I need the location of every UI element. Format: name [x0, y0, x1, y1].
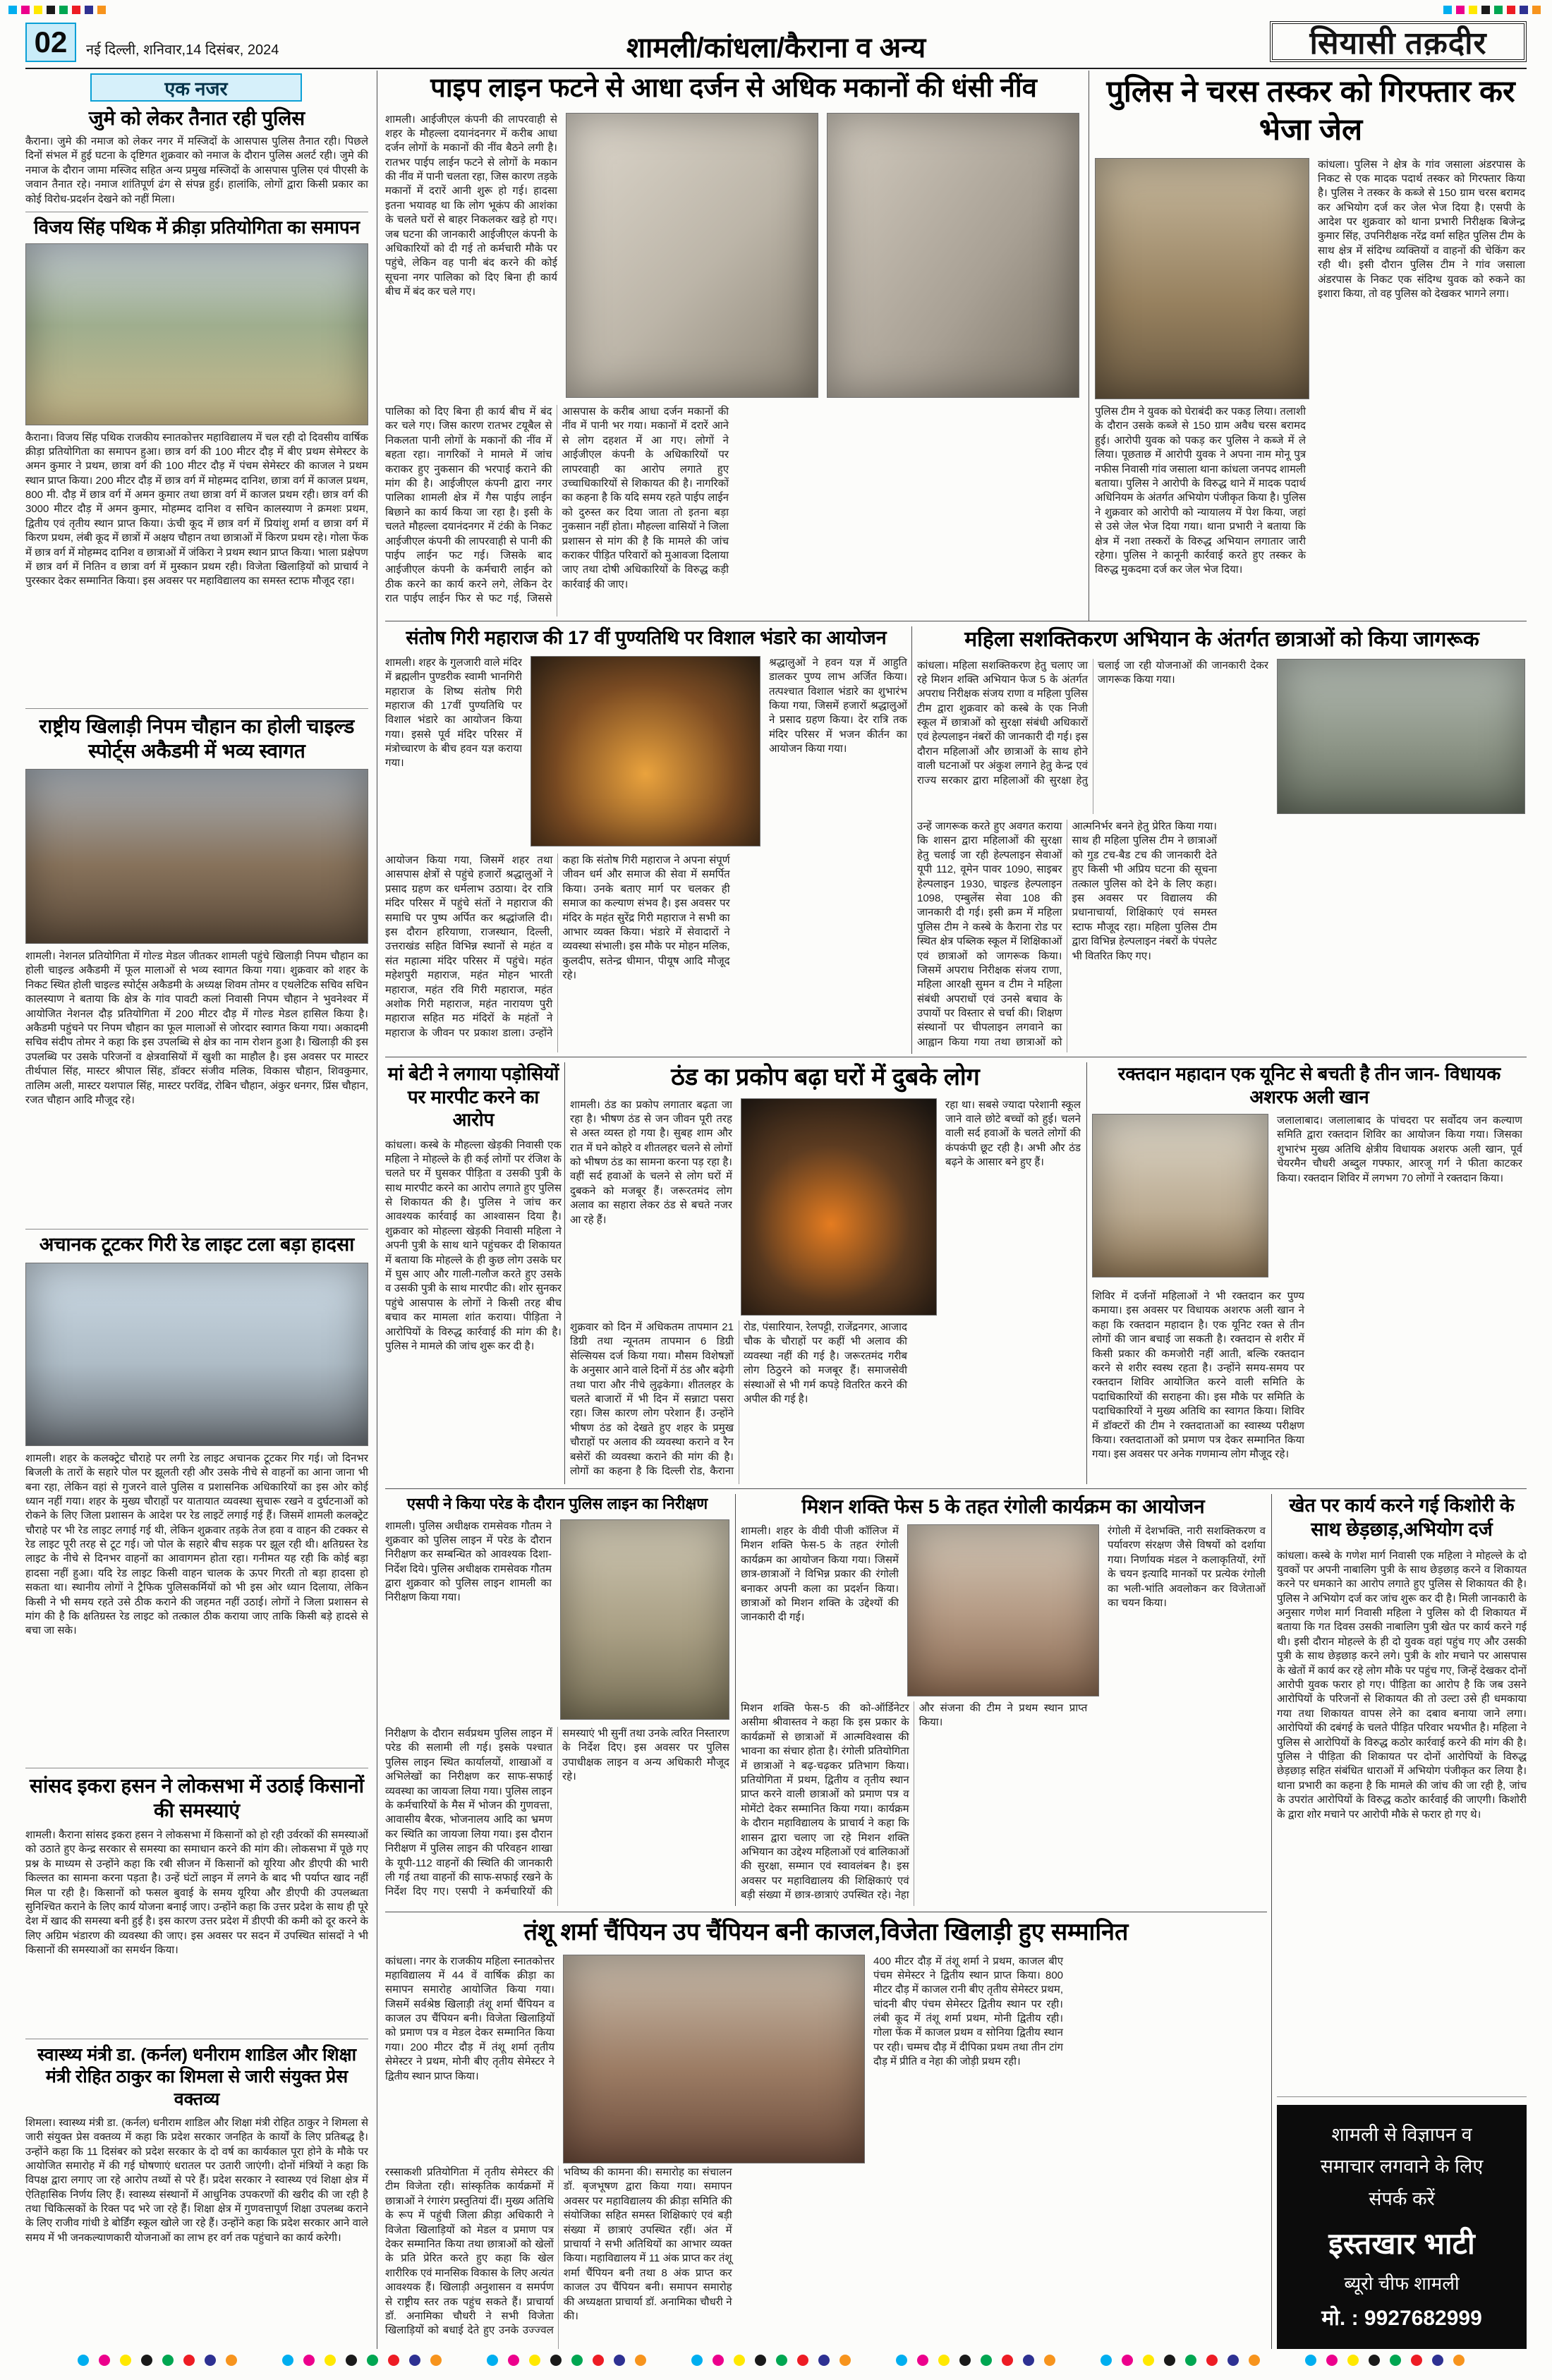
- article-body: कैराना। विजय सिंह पथिक राजकीय स्नातकोत्तर महाविद्यालय में चल रही दो दिवसीय वार्षिक क्रीड़ा प्रतियोगिता का समापन हुआ। छात्र वर्ग की 100 मीटर दौड़ में बीए प्रथम सेमेस्टर के अमन कुमार ने प्रथम, छात्रा वर्ग की 100 मीटर दौड़ में पंचम सेमेस्टर की काजल ने प्रथम स्थान प्राप्त किया। 200 मीटर दौड़ में छात्र वर्ग में मोहम्मद दानिश, छात्रा वर्ग में काजल प्रथम, 800 मी. दौड़ में छात्र वर्ग में अमन कुमार तथा छात्रा वर्ग में काजल प्रथम रही। छात्र वर्ग की 3000 मीटर दौड़ में अमन कुमार, मोहम्मद दानिश व सचिन कालस्याण ने क्रमशः प्रथम, द्वितीय एवं तृतीय स्थान प्राप्त किया। ऊंची कूद में छात्र वर्ग में प्रियांशु शर्मा व छात्रा वर्ग में किरण प्रथम, लंबी कूद में छात्रों में अक्षय चौहान तथा छात्राओं में किरण प्रथम रहे। गोला फेंक में छात्र वर्ग में मोहम्मद दानिश व छात्राओं में जंकिरा ने प्रथम स्थान प्राप्त किया। भाला प्रक्षेपण में छात्र वर्ग में नितिन व छात्रा वर्ग में मुस्कान प्रथम रही। विजेता खिलाड़ियों को प्राचार्य ने पुरस्कार देकर सम्मानित किया। इस अवसर पर महाविद्यालय का समस्त स्टाफ मौजूद रहा।: [25, 431, 368, 588]
- print-marks-bottom-7: [1305, 2355, 1465, 2366]
- headline: जुमे को लेकर तैनात रही पुलिस: [88, 107, 305, 129]
- article-body: शामली। कैराना सांसद इकरा हसन ने लोकसभा में किसानों को हो रही उर्वरकों की समस्याओं को उठाते हुए केन्द्र सरकार से समस्या का समाधान करने की मांग की। लोकसभा में पूछे गए प्रश्न के माध्यम से उन्होंने कहा कि रबी सीजन में किसानों को यूरिया और डीएपी की भारी किल्लत का सामना करना पड़ता है। उन्हें घंटों लाइन में लगने के बाद भी पर्याप्त खाद नहीं मिल पा रही है। किसानों को फसल बुवाई के समय यूरिया और डीएपी की उपलब्धता सुनिश्चित कराने के लिए कार्य योजना बनाई जाए। उन्होंने कहा कि उत्तर प्रदेश के साथ ही पूरे देश में खाद की समस्या बनी हुई है। इस कारण उत्तर प्रदेश में डीएपी की कमी को दूर करने के लिए अग्रिम भंडारण की व्यवस्था की जाए। इस अवसर पर सदन में उपस्थित सांसदों ने भी किसानों की समस्याओं का समर्थन किया।: [25, 1829, 368, 1957]
- article-body: कैराना। जुमे की नमाज को लेकर नगर में मस्जिदों के आसपास पुलिस तैनात रही। पिछले दिनों संभल में हुई घटना के दृष्टिगत शुक्रवार को नमाज के दौरान पुलिस अलर्ट रही। जुमे की नमाज के दौरान जामा मस्जिद सहित अन्य प्रमुख मस्जिदों के आसपास पुलिस एवं पीएसी के जवान तैनात रहे। नमाज शांतिपूर्ण ढंग से संपन्न हुई। हालांकि, लोगों द्वारा किसी प्रकार का कोई विरोध-प्रदर्शन देखने को नहीं मिला।: [25, 135, 368, 205]
- headline: महिला सशक्तिकरण अभियान के अंतर्गत छात्राओं को किया जागरूक: [964, 628, 1479, 651]
- section-title: शामली/कांधला/कैराना व अन्य: [626, 32, 926, 63]
- print-marks-bottom-6: [1101, 2355, 1260, 2366]
- print-marks-bottom-1: [78, 2355, 237, 2366]
- ad-line: शामली से विज्ञापन व: [1331, 2124, 1472, 2146]
- page-number: 02: [25, 23, 76, 62]
- article-body: शिविर में दर्जनों महिलाओं ने भी रक्तदान कर पुण्य कमाया। इस अवसर पर विधायक अशरफ अली खान ने कहा कि रक्तदान महादान है। एक यूनिट रक्त से तीन लोगों की जान बचाई जा सकती है। रक्तदान से शरीर में किसी प्रकार की कमजोरी नहीं आती, बल्कि रक्तदान करने से शरीर स्वस्थ रहता है। उन्होंने समय-समय पर रक्तदान शिविर आयोजित करने वाली समिति के पदाधिकारियों की सराहना की। इस मौके पर समिति के पदाधिकारियों ने मुख्य अतिथि का स्वागत किया। शिविर में डॉक्टरों की टीम ने रक्तदाताओं का स्वास्थ्य परीक्षण किया। रक्तदाताओं को प्रमाण पत्र देकर सम्मानित किया गया। इस अवसर पर अनेक गणमान्य लोग मौजूद रहे।: [1092, 1290, 1304, 1461]
- article-intro-left: कांधला। नगर के राजकीय महिला स्नातकोत्तर महाविद्यालय में 44 वें वार्षिक क्रीड़ा का समापन समारोह आयोजित किया गया। जिसमें सर्वश्रेष्ठ खिलाड़ी तंशू शर्मा चैंपियन व काजल उप चैंपियन बनी। विजेता खिलाड़ियों को प्रमाण पत्र व मेडल देकर सम्मानित किया गया। 200 मीटर दौड़ में तंशू शर्मा तृतीय सेमेस्टर ने प्रथम, मोनी बीए तृतीय सेमेस्टर ने द्वितीय स्थान प्राप्त किया।: [385, 1955, 554, 2082]
- photo-cracked-house-1: [566, 113, 818, 398]
- headline: मिशन शक्ति फेस 5 के तहत रंगोली कार्यक्रम का आयोजन: [801, 1495, 1205, 1517]
- article-body: कांधला। कस्बे के गणेश मार्ग निवासी एक महिला ने मोहल्ले के दो युवकों पर अपनी नाबालिग पुत्री के साथ छेड़छाड़ करने व शिकायत करने पर धमकाने का आरोप लगाते हुए पुलिस से शिकायत की है। पुलिस ने अभियोग दर्ज कर जांच शुरू कर दी है। मिली जानकारी के अनुसार गणेश मार्ग निवासी महिला ने पुलिस को दी शिकायत में बताया कि गत दिवस उसकी नाबालिग पुत्री खेत पर कार्य करने गई थी। इसी दौरान मोहल्ले के ही दो युवक वहां पहुंच गए और उसकी पुत्री के साथ छेड़छाड़ करने लगे। पुत्री के शोर मचाने पर आसपास के खेतों में कार्य कर रहे लोग मौके पर पहुंच गए, जिन्हें देखकर दोनों आरोपी युवक फरार हो गए। पीड़िता का आरोप है कि जब उसने आरोपियों के परिजनों से शिकायत की तो उल्टा उसे ही धमकाया गया तथा शिकायत वापस लेने का दबाव बनाया जाने लगा। आरोपियों की दबंगई के चलते पीड़ित परिवार भयभीत है। महिला ने पुलिस से आरोपियों के विरुद्ध कठोर कार्रवाई करने की मांग की है। पुलिस ने पीड़िता की शिकायत पर दोनों आरोपियों के विरुद्ध छेड़छाड़ सहित संबंधित धाराओं में अभियोग पंजीकृत कर लिया है। थाना प्रभारी का कहना है कि मामले की जांच की जा रही है, जांच के उपरांत आरोपियों के विरुद्ध कठोर कार्रवाई की जाएगी। किशोरी के द्वारा शोर मचाने पर आरोपी मौके से फरार हो गए थे।: [1277, 1549, 1527, 1821]
- article-iqra-loksabha: [25, 1773, 368, 2033]
- photo-red-light-road: [25, 1263, 368, 1446]
- article-red-light: [25, 1233, 368, 1768]
- article-intro-right: रंगोली में देशभक्ति, नारी सशक्तिकरण व पर्यावरण संरक्षण जैसे विषयों को दर्शाया गया। निर्णायक मंडल ने कलाकृतियों, रंगों के चयन इत्यादि मानकों पर प्रत्येक रंगोली का भली-भांति अवलोकन कर विजेताओं का चयन किया।: [1108, 1525, 1266, 1609]
- print-marks-bottom-3: [487, 2355, 646, 2366]
- article-body: पालिका को दिए बिना ही कार्य बीच में बंद कर चले गए। जिस कारण रातभर टयूबैल से निकलता पानी लोगों के मकानों की नींव में बहता रहा। नागरिकों ने मामले में जांच कराकर हुए नुकसान की भरपाई कराने की मांग की है। आईजीएल कंपनी द्वारा नगर पालिका शामली क्षेत्र में गैस पाईप लाईन बिछाने का कार्य किया जा रहा है। इसी के चलते मौहल्ला दयानंदनगर में टंकी के निकट आईजीएल कंपनी की लापरवाही से पानी की पाईप लाईन फट गई। जिसके बाद आईजीएल कंपनी के कर्मचारी लाईन को ठीक करने का कार्य करने लगे, लेकिन देर रात पाईप लाईन फिर से फट गई, जिससे आसपास के करीब आधा दर्जन मकानों की नींव में पानी भर गया। मकानों में दरारें आने से लोग दहशत में आ गए। लोगों ने आईजीएल कंपनी के अधिकारियों पर लापरवाही का आरोप लगाते हुए उच्चाधिकारियों से शिकायत की है। नागरिकों का कहना है कि यदि समय रहते पाईप लाईन को दुरुस्त कर दिया जाता तो इतना बड़ा नुकसान नहीं होता। मौहल्ला वासियों ने जिला प्रशासन से मांग की है कि मामले की जांच कराकर पीड़ित परिवारों को मुआवजा दिलाया जाए तथा दोषी अधिकारियों के विरुद्ध कड़ी कार्रवाई की जाए।: [385, 406, 729, 605]
- headline: स्वास्थ्य मंत्री डा. (कर्नल) धनीराम शाडिल और शिक्षा मंत्री रोहित ठाकुर का शिमला से जारी संयुक्त प्रेस वक्तव्य: [37, 2045, 357, 2109]
- print-marks-top-left: [8, 6, 106, 14]
- article-intro-left: शामली। ठंड का प्रकोप लगातार बढ़ता जा रहा है। भीषण ठंड से जन जीवन पूरी तरह से अस्त व्यस्त हो गया है। सुबह शाम और रात में घने कोहरे व शीतलहर चलने से लोगों को भीषण ठंड का सामना करना पड़ रहा है। वहीं सर्द हवाओं के चलने से लोग घरों में दुबकने को मजबूर हैं। जरूरतमंद लोग अलाव का सहारा लेकर ठंड से बचते नजर आ रहे हैं।: [570, 1098, 732, 1226]
- article-body: कांधला। कस्बे के मौहल्ला खेड़की निवासी एक महिला ने मोहल्ले के ही कई लोगों पर रंजिश के चलते घर में घुसकर पीड़िता व उसकी पुत्री के साथ मारपीट करने का आरोप लगाते हुए पुलिस से शिकायत की है। पुलिस ने जांच कर आवश्यक कार्रवाई का आश्वासन दिया है। शुक्रवार को मोहल्ला खेड़की निवासी महिला ने अपनी पुत्री के साथ थाने पहुंचकर दी शिकायत में बताया कि मोहल्ले के ही कुछ लोग उसके घर में घुस आए और गाली-गलौज करते हुए उसके व उसकी पुत्री के साथ मारपीट की। शोर सुनकर पहुंचे आसपास के लोगों ने किसी तरह बीच बचाव कर मामला शांत कराया। पीड़िता ने आरोपियों के विरुद्ध कार्रवाई की मांग की है। पुलिस ने मामले की जांच शुरू कर दी है।: [385, 1139, 562, 1352]
- article-thand-cold: [570, 1062, 1081, 1477]
- article-intro-left: शामली। शहर के गुलजारी वाले मंदिर में ब्रह्मलीन पुण्डरीक स्वामी भानगिरी महाराज के शिष्य संतोष गिरी महाराज की 17वीं पुण्यतिथि पर विशाल भंडारे का आयोजन किया गया। इससे पूर्व मंदिर परिसर में मंत्रोच्चारण के बीच हवन यज्ञ कराया गया।: [385, 656, 522, 770]
- ad-contact-phone: मो. : 9927682999: [1321, 2306, 1482, 2330]
- article-sp-inspection: [385, 1494, 729, 1898]
- column-rule-band4b: [1271, 1494, 1272, 2349]
- headline: एसपी ने किया परेड के दौरान पुलिस लाइन का निरीक्षण: [406, 1495, 708, 1512]
- article-pipe-line: [385, 72, 1082, 605]
- photo-bhandara-havan: [531, 656, 760, 846]
- article-tanshu-champion: [385, 1917, 1267, 2337]
- print-marks-bottom-4: [691, 2355, 851, 2366]
- masthead-dateline: नई दिल्ली, शनिवार,14 दिसंबर, 2024: [86, 42, 279, 58]
- headline: ठंड का प्रकोप बढ़ा घरों में दुबके लोग: [671, 1064, 980, 1091]
- article-maa-beti-complaint: [385, 1062, 562, 1481]
- ad-contact-role: ब्यूरो चीफ शामली: [1344, 2272, 1460, 2294]
- article-mahila-sashaktikaran: [917, 626, 1527, 1048]
- article-body: पुलिस टीम ने युवक को घेराबंदी कर पकड़ लिया। तलाशी के दौरान उसके कब्जे से 150 ग्राम अवैध चरस बरामद हुई। आरोपी युवक को पकड़ कर पुलिस ने कब्जे में ले लिया। पूछताछ में आरोपी युवक ने अपना नाम मोनू पुत्र नफीस निवासी गांव जसाला थाना कांधला जनपद शामली बताया। पुलिस ने आरोपी के विरुद्ध थाने में मादक पदार्थ अधिनियम के अंतर्गत अभियोग पंजीकृत किया है। पुलिस ने शुक्रवार को आरोपी को न्यायालय में पेश किया, जहां से उसे जेल भेज दिया गया। थाना प्रभारी ने बताया कि क्षेत्र में नशा तस्करों के विरुद्ध अभियान लगातार जारी रहेगा। पुलिस ने कानूनी कार्रवाई करते हुए तस्कर के विरुद्ध मुकदमा दर्ज कर जेल भेज दिया।: [1095, 406, 1306, 576]
- article-body: मिशन शक्ति फेस-5 की को-ऑर्डिनेटर असीमा श्रीवास्तव ने कहा कि इस प्रकार के कार्यक्रमों से छात्राओं में आत्मविश्वास की भावना का संचार होता है। रंगोली प्रतियोगिता में छात्राओं ने बढ़-चढ़कर प्रतिभाग किया। प्रतियोगिता में प्रथम, द्वितीय व तृतीय स्थान प्राप्त करने वाली छात्राओं को प्रमाण पत्र व मोमेंटो देकर सम्मानित किया गया। कार्यक्रम के दौरान महाविद्यालय के प्राचार्य ने कहा कि शासन द्वारा चलाए जा रहे मिशन शक्ति अभियान का उद्देश्य महिलाओं एवं बालिकाओं की सुरक्षा, सम्मान एवं स्वावलंबन है। इस अवसर पर महाविद्यालय की शिक्षिकाएं एवं बड़ी संख्या में छात्र-छात्राएं उपस्थित रहे। नेहा और संजना की टीम ने प्रथम स्थान प्राप्त किया।: [741, 1702, 1088, 1902]
- article-body: उन्हें जागरूक करते हुए अवगत कराया कि शासन द्वारा महिलाओं की सुरक्षा हेतु चलाई जा रही हेल्पलाइन सेवाओं यूपी 112, वूमेन पावर 1090, साइबर हेल्पलाइन 1930, चाइल्ड हेल्पलाइन 1098, एम्बुलेंस सेवा 108 की जानकारी दी गई। इसी क्रम में महिला पुलिस टीम ने कस्बे के कैराना रोड पर स्थित क्षेत्र पब्लिक स्कूल में शिक्षिकाओं एवं छात्राओं को जागरूक किया। जिसमें अपराध निरीक्षक संजय राणा, महिला आरक्षी सुमन व टीम ने महिला संबंधी अपराधों एवं उनसे बचाव के उपायों पर विस्तार से चर्चा की। शिक्षण संस्थानों पर चीपलाइन लगवाने का आह्वान किया गया तथा छात्राओं को आत्मनिर्भर बनने हेतु प्रेरित किया गया। साथ ही महिला पुलिस टीम ने छात्राओं को गुड टच-बैड टच की जानकारी देते हुए किसी भी अप्रिय घटना की सूचना तत्काल पुलिस को देने के लिए कहा। इस अवसर पर विद्यालय की प्रधानाचार्या, शिक्षिकाएं एवं समस्त स्टाफ मौजूद रहा। महिला पुलिस टीम द्वारा विभिन्न हेल्पलाइन नंबरों के पंपलेट भी वितरित किए गए।: [917, 820, 1217, 1048]
- photo-rangoli-making: [907, 1524, 1099, 1696]
- article-charas-arrest: [1095, 73, 1527, 576]
- article-nipam-welcome: [25, 714, 368, 1202]
- divider: [25, 708, 368, 709]
- article-body: शिमला। स्वास्थ्य मंत्री डा. (कर्नल) धनीराम शाडिल और शिक्षा मंत्री रोहित ठाकुर ने शिमला से जारी संयुक्त प्रेस वक्तव्य में कहा कि प्रदेश सरकार जनहित के कार्यों के लिए प्रतिबद्ध है। उन्होंने कहा कि 11 दिसंबर को प्रदेश सरकार के दो वर्ष का कार्यकाल पूरा होने के मौके पर आयोजित समारोह में की गई घोषणाएं धरातल पर उतारी जाएंगी। दोनों मंत्रियों ने कहा कि विपक्ष द्वारा लगाए जा रहे आरोप तथ्यों से परे हैं। प्रदेश सरकार ने स्वास्थ्य एवं शिक्षा क्षेत्र में ऐतिहासिक निर्णय लिए हैं। स्वास्थ्य संस्थानों में आधुनिक उपकरणों की खरीद की जा रही है तथा चिकित्सकों के रिक्त पद भरे जा रहे हैं। शिक्षा क्षेत्र में गुणवत्तापूर्ण शिक्षा उपलब्ध कराने के लिए राजीव गांधी डे बोर्डिंग स्कूल खोले जा रहे हैं। उन्होंने कहा कि प्रदेश सरकार आने वाले समय में भी जनकल्याणकारी योजनाओं का लाभ हर वर्ग तक पहुंचाने का कार्य करेगी।: [25, 2116, 368, 2244]
- print-marks-top-right: [1443, 6, 1541, 14]
- headline: सांसद इकरा हसन ने लोकसभा में उठाई किसानों की समस्याएं: [30, 1775, 364, 1821]
- photo-cold-fire: [741, 1098, 937, 1316]
- photo-raktdan-camp: [1092, 1114, 1268, 1277]
- article-khet-chhedchhad: [1277, 1494, 1527, 2058]
- article-mission-shakti-rangoli: [741, 1494, 1266, 1902]
- column-rule-band4a: [735, 1494, 736, 1906]
- article-raktdan-camp: [1092, 1062, 1527, 1461]
- headline: संतोष गिरी महाराज की 17 वीं पुण्यतिथि पर विशाल भंडारे का आयोजन: [406, 627, 887, 648]
- headline: पाइप लाइन फटने से आधा दर्जन से अधिक मकानों की धंसी नींव: [430, 73, 1037, 103]
- article-vijay-pathik-sports: [25, 216, 368, 708]
- ad-line: समाचार लगवाने के लिए: [1320, 2156, 1484, 2178]
- photo-welcome-group: [25, 769, 368, 944]
- article-intro-right: 400 मीटर दौड़ में तंशू शर्मा ने प्रथम, काजल बीए पंचम सेमेस्टर ने द्वितीय स्थान प्राप्त किया। 800 मीटर दौड़ में काजल रानी बीए तृतीय सेमेस्टर प्रथम, चांदनी बीए पंचम सेमेस्टर द्वितीय स्थान पर रही। लंबी कूद में तंशू शर्मा प्रथम, मोनी द्वितीय रही। गोला फेंक में काजल प्रथम व सोनिया द्वितीय स्थान पर रही। चम्मच दौड़ में दीपिका प्रथम तथा तीन टांग दौड़ में प्रीति व नेहा की जोड़ी प्रथम रही।: [873, 1955, 1063, 2068]
- photo-police-line-inspection: [560, 1519, 729, 1720]
- article-minister-statement: [25, 2044, 368, 2336]
- advertisement-contact-box: [1277, 2105, 1527, 2349]
- headline: तंशू शर्मा चैंपियन उप चैंपियन बनी काजल,विजेता खिलाड़ी हुए सम्मानित: [523, 1919, 1129, 1945]
- headline: पुलिस ने चरस तस्कर को गिरफ्तार कर भेजा जेल: [1106, 75, 1515, 147]
- divider: [1277, 2096, 1527, 2097]
- column-rule-band3a: [564, 1062, 565, 1484]
- article-body: आयोजन किया गया, जिसमें शहर तथा आसपास क्षेत्रों से पहुंचे हजारों श्रद्धालुओं ने प्रसाद ग्रहण कर धर्मलाभ उठाया। देर रात्रि मंदिर परिसर में पहुंचे संतों ने महाराज की समाधि पर पुष्प अर्पित कर श्रद्धांजलि दी। इस दौरान हरियाणा, राजस्थान, दिल्ली, उत्तराखंड सहित विभिन्न स्थानों से महंत व संत महात्मा मंदिर परिसर में पहुंचे। महंत महेशपुरी महाराज, महंत मोहन भारती महाराज, महंत रवि गिरी महाराज, महंत अशोक गिरी महाराज, महंत नारायण पुरी महाराज सहित मठ मंदिरों के महंतों ने महाराज के जीवन पर प्रकाश डाला। उन्होंने कहा कि संतोष गिरी महाराज ने अपना संपूर्ण जीवन धर्म और समाज की सेवा में समर्पित किया। उनके बताए मार्ग पर चलकर ही समाज का कल्याण संभव है। इस अवसर पर मंदिर के महंत सुरेंद्र गिरी महाराज ने सभी का आभार व्यक्त किया। भंडारे में सेवादारों ने व्यवस्था संभाली। इस मौके पर मोहन मलिक, कुलदीप, सतेन्द्र धीमान, पीयूष आदि मौजूद रहे।: [385, 854, 730, 1039]
- paper-nameplate: सियासी तक़दीर: [1270, 21, 1527, 62]
- photo-trophy-group: [563, 1955, 865, 2163]
- article-body: रस्साकशी प्रतियोगिता में तृतीय सेमेस्टर की टीम विजेता रही। सांस्कृतिक कार्यक्रमों में छात्राओं ने रंगारंग प्रस्तुतियां दीं। मुख्य अतिथि के रूप में पहुंची जिला क्रीड़ा अधिकारी ने विजेता खिलाड़ियों को मेडल व प्रमाण पत्र देकर सम्मानित किया तथा छात्राओं को खेलों के प्रति प्रेरित करते हुए कहा कि खेल शारीरिक एवं मानसिक विकास के लिए अत्यंत आवश्यक हैं। खिलाड़ी अनुशासन व समर्पण से राष्ट्रीय स्तर तक पहुंच सकते हैं। प्राचार्या डॉ. अनामिका चौधरी ने सभी विजेता खिलाड़ियों को बधाई देते हुए उनके उज्ज्वल भविष्य की कामना की। समारोह का संचालन डॉ. बृजभूषण द्वारा किया गया। समापन अवसर पर महाविद्यालय की क्रीड़ा समिति की संयोजिका सहित समस्त शिक्षिकाएं एवं बड़ी संख्या में छात्राएं उपस्थित रहीं। अंत में प्राचार्या ने सभी अतिथियों का आभार व्यक्त किया। महाविद्यालय में 11 अंक प्राप्त कर तंशू शर्मा चैंपियन बनी तथा 8 अंक प्राप्त कर काजल उप चैंपियन बनी। समापन समारोह की अध्यक्षता प्राचार्या डॉ. अनामिका चौधरी ने की।: [385, 2166, 732, 2337]
- photo-sports-ground: [25, 243, 368, 425]
- article-intro-right: श्रद्धालुओं ने हवन यज्ञ में आहुति डालकर पुण्य लाभ अर्जित किया। तत्पश्चात विशाल भंडारे का शुभारंभ किया गया, जिसमें हजारों श्रद्धालुओं ने प्रसाद ग्रहण किया। देर रात्रि तक मंदिर परिसर में भजन कीर्तन का आयोजन किया गया।: [769, 656, 907, 755]
- ad-line: संपर्क करें: [1369, 2187, 1435, 2209]
- article-intro: कांधला। महिला सशक्तिकरण हेतु चलाए जा रहे मिशन शक्ति अभियान फेज 5 के अंतर्गत अपराध निरीक्षक संजय राणा व महिला पुलिस टीम द्वारा शुक्रवार को कस्बे के एक निजी स्कूल में छात्राओं को सुरक्षा संबंधी अधिकारों एवं हेल्पलाइन नंबरों की जानकारी दी गई। इस दौरान महिलाओं और छात्राओं के साथ होने वाली घटनाओं पर अंकुश लगाने हेतु केन्द्र एवं राज्य सरकार द्वारा महिलाओं की सुरक्षा हेतु चलाई जा रही योजनाओं की जानकारी देकर जागरूक किया गया।: [917, 659, 1268, 787]
- article-jume-police: [25, 106, 368, 214]
- headline: मां बेटी ने लगाया पड़ोसियों पर मारपीट करने का आरोप: [387, 1063, 559, 1130]
- article-santosh-giri: [385, 626, 907, 1039]
- column-rule-band2: [911, 626, 912, 1054]
- print-marks-bottom-2: [282, 2355, 442, 2366]
- article-body: शुक्रवार को दिन में अधिकतम तापमान 21 डिग्री तथा न्यूनतम तापमान 6 डिग्री सेल्सियस दर्ज किया गया। मौसम विशेषज्ञों के अनुसार आने वाले दिनों में ठंड और बढ़ेगी तथा पारा और नीचे लुढ़केगा। शीतलहर के चलते बाजारों में भी दिन में सन्नाटा पसरा रहा। जिस कारण लोग परेशान हैं। उन्होंने भीषण ठंड को देखते हुए शहर के प्रमुख चौराहों पर अलाव की व्यवस्था कराने व रैन बसेरों की व्यवस्था कराने की मांग की है। लोगों का कहना है कि दिल्ली रोड, कैराना रोड, पंसारियान, रेलपट्टी, राजेंद्रनगर, आजाद चौक के चौराहों पर कहीं भी अलाव की व्यवस्था नहीं की गई है। जरूरतमंद गरीब लोग ठिठुरने को मजबूर हैं। समाजसेवी संस्थाओं से भी गर्म कपड़े वितरित करने की अपील की गई है।: [570, 1321, 907, 1477]
- photo-cracked-house-2: [827, 113, 1079, 398]
- article-body: निरीक्षण के दौरान सर्वप्रथम पुलिस लाइन में परेड की सलामी ली गई। इसके पश्चात पुलिस लाइन स्थित कार्यालयों, शाखाओं व अभिलेखों का निरीक्षण कर साफ-सफाई व्यवस्था का जायजा लिया गया। पुलिस लाइन के कर्मचारियों के मैस में भोजन की गुणवत्ता, आवासीय बैरक, भोजनालय आदि का भ्रमण कर स्थिति का जायजा लिया गया। इस दौरान निरीक्षण में पुलिस लाइन की परिवहन शाखा के यूपी-112 वाहनों की स्थिति की जानकारी ली गई तथा वाहनों की साफ-सफाई रखने के निर्देश दिए गए। एसपी ने कर्मचारियों की समस्याएं भी सुनीं तथा उनके त्वरित निस्तारण के निर्देश दिए। इस अवसर पर पुलिस उपाधीक्षक लाइन व अन्य अधिकारी मौजूद रहे।: [385, 1728, 729, 1898]
- headline: रक्तदान महादान एक यूनिट से बचती है तीन जान- विधायक अशरफ अली खान: [1117, 1063, 1501, 1107]
- headline: विजय सिंह पथिक में क्रीड़ा प्रतियोगिता का समापन: [33, 217, 360, 238]
- masthead-rule: [25, 68, 1527, 69]
- article-intro-right: रहा था। सबसे ज्यादा परेशानी स्कूल जाने वाले छोटे बच्चों को हुई। चलने वाली सर्द हवाओं के चलते लोगों की कंपकंपी छूट रही है। अभी और ठंड बढ़ने के आसार बने हुए हैं।: [945, 1098, 1081, 1169]
- headline: अचानक टूटकर गिरी रेड लाइट टला बड़ा हादसा: [39, 1234, 355, 1255]
- article-intro: जलालाबाद। जलालाबाद के पांचदरा पर सर्वोदय जन कल्याण समिति द्वारा रक्तदान शिविर का आयोजन किया गया। जिसका शुभारंभ मुख्य अतिथि क्षेत्रीय विधायक अशरफ अली खान, पूर्व चेयरमैन चौधरी अब्दुल गफ्फार, आरजू गर्ग ने फीता काटकर किया। रक्तदान शिविर में लगभग 70 लोगों ने रक्तदान किया।: [1277, 1115, 1522, 1184]
- article-intro: शामली। आईजीएल कंपनी की लापरवाही से शहर के मौहल्ला दयानंदनगर में करीब आधा दर्जन लोगों के मकानों की नींव बैठने लगी है। रातभर पाईप लाईन फटने से लोगों के मकान की नींव में पानी चलता रहा, जिस कारण तड़के मकानों में दरारें आनी शुरू हो गई। हादसा इतना भयावह था कि लोग भूकंप की आशंका के चलते घरों से बाहर निकलकर खड़े हो गए। जब घटना की जानकारी आईजीएल कंपनी के अधिकारियों को दी गई तो कर्मचारी मौके पर पहुंचे, लेकिन वह पानी बंद करने की कोई सूचना नगर पालिका को दिए बिना ही कार्य बीच में बंद कर चले गए।: [385, 113, 557, 298]
- article-body: शामली। शहर के कलक्ट्रेट चौराहे पर लगी रेड लाइट अचानक टूटकर गिर गई। जो दिनभर बिजली के तारों के सहारे पोल पर झूलती रही और उसके नीचे से वाहनों का आना जाना भी बना रहा, लेकिन वहां से गुजरने वाले पुलिस व प्रशासनिक अधिकारियों का इस ओर कोई ध्यान नहीं गया। शहर के मुख्य चौराहों पर यातायात व्यवस्था सुचारू रखने व दुर्घटनाओं को रोकने के लिए जिला प्रशासन के आदेश पर रेड लाइटें लगाई गई हैं। जिसमें शामली कलक्ट्रेट चौराहे पर भी रेड लाइट लगाई गई थी, लेकिन शुक्रवार तड़के तेज हवा व वाहन की टक्कर से रेड लाइट पूरी तरह से टूट गई। जो पोल के सहारे बीच सड़क पर झूल रही थी। क्षतिग्रस्त रेड लाइट के नीचे से दिनभर वाहनों का आवागमन होता रहा। गनीमत यह रही कि कोई बड़ा हादसा नहीं हुआ। यदि रेड लाइट किसी वाहन चालक के ऊपर गिरती तो बड़ा हादसा हो सकता था। स्थानीय लोगों ने ट्रैफिक पुलिसकर्मियों को भी इस ओर ध्यान दिलाया, लेकिन किसी ने भी समय रहते उसे ठीक कराने की जहमत नहीं उठाई। लोगों ने जिला प्रशासन से मांग की है कि क्षतिग्रस्त रेड लाइट को तत्काल ठीक कराया जाए ताकि किसी बड़े हादसे से बचा जा सके।: [25, 1452, 368, 1637]
- column-rule-band3b: [1086, 1062, 1087, 1484]
- ek-nazar-box: एक नजर: [90, 73, 302, 102]
- headline: खेत पर कार्य करने गई किशोरी के साथ छेड़छाड़,अभियोग दर्ज: [1289, 1495, 1515, 1540]
- divider: [25, 1229, 368, 1230]
- headline: राष्ट्रीय खिलाड़ी निपम चौहान का होली चाइल्ड स्पोर्ट्स अकैडमी में भव्य स्वागत: [39, 715, 355, 762]
- photo-charas-arrest: [1095, 158, 1309, 399]
- article-body: शामली। नेशनल प्रतियोगिता में गोल्ड मेडल जीतकर शामली पहुंचे खिलाड़ी निपम चौहान का होली चाइल्ड अकैडमी में फूल मालाओं से भव्य स्वागत किया गया। शुक्रवार को शहर के निकट स्थित होली चाइल्ड स्पोर्ट्स अकैडमी के अध्यक्ष शिवम तोमर व एथलेटिक सचिव सचिन कालस्याण ने बताया कि क्षेत्र के गांव पावटी कलां निवासी निपम चौहान ने भुवनेश्वर में आयोजित नेशनल दौड़ प्रतियोगिता में 200 मीटर दौड़ में गोल्ड मेडल हासिल किया है। अकैडमी पहुंचने पर निपम चौहान का फूल मालाओं से जोरदार स्वागत किया गया। अकादमी सचिव संदीप तोमर ने कहा कि इस उपलब्धि से क्षेत्र का नाम रोशन हुआ है। खिलाड़ी की इस उपलब्धि पर उसके परिजनों व क्षेत्रवासियों में खुशी का माहौल है। इस अवसर पर मास्टर तीर्थपाल सिंह, मास्टर श्रीपाल सिंह, डॉक्टर संजीव मलिक, विकास चौहान, शिवकुमार, तालिम अली, मास्टर यशपाल सिंह, मास्टर परविंद्र, रोबिन चौहान, अंकुर धनगर, प्रिंस चौहान, रजत चौहान आदि मौजूद रहे।: [25, 950, 368, 1106]
- article-intro-left: शामली। शहर के वीवी पीजी कॉलिज में मिशन शक्ति फेस-5 के तहत रंगोली कार्यक्रम का आयोजन किया गया। जिसमें छात्र-छात्राओं ने विभिन्न प्रकार की रंगोली बनाकर अपनी कला का प्रदर्शन किया। छात्राओं को मिशन शक्ति के उद्देश्यों की जानकारी दी गई।: [741, 1525, 899, 1624]
- article-intro: शामली। पुलिस अधीक्षक रामसेवक गौतम ने शुक्रवार को पुलिस लाइन में परेड के दौरान निरीक्षण कर सम्बन्धित को आवश्यक दिशा-निर्देश दिये। पुलिस अधीक्षक रामसेवक गौतम द्वारा शुक्रवार को पुलिस लाइन शामली का निरीक्षण किया गया।: [385, 1519, 552, 1604]
- photo-school-awareness: [1277, 659, 1525, 814]
- ad-contact-name: इस्तखार भाटी: [1328, 2226, 1475, 2260]
- band-divider: [385, 1488, 1527, 1489]
- print-marks-bottom-5: [896, 2355, 1055, 2366]
- article-intro: कांधला। पुलिस ने क्षेत्र के गांव जसाला अंडरपास के निकट से एक मादक पदार्थ तस्कर को गिरफ्तार किया है। पुलिस ने तस्कर के कब्जे से 150 ग्राम चरस बरामद कर अभियोग दर्ज कर जेल भेज दिया है। एसपी के आदेश पर शुक्रवार को थाना प्रभारी निरीक्षक बिजेन्द्र कुमार सिंह, उपनिरीक्षक नरेंद्र वर्मा सहित पुलिस टीम के साथ क्षेत्र में संदिग्ध व्यक्तियों व वाहनों की चेकिंग कर रही थी। इसी दौरान पुलिस टीम ने गांव जसाला अंडरपास के निकट एक संदिग्ध युवक को रुकने का इशारा किया, तो वह पुलिस को देखकर भागने लगा।: [1318, 158, 1525, 300]
